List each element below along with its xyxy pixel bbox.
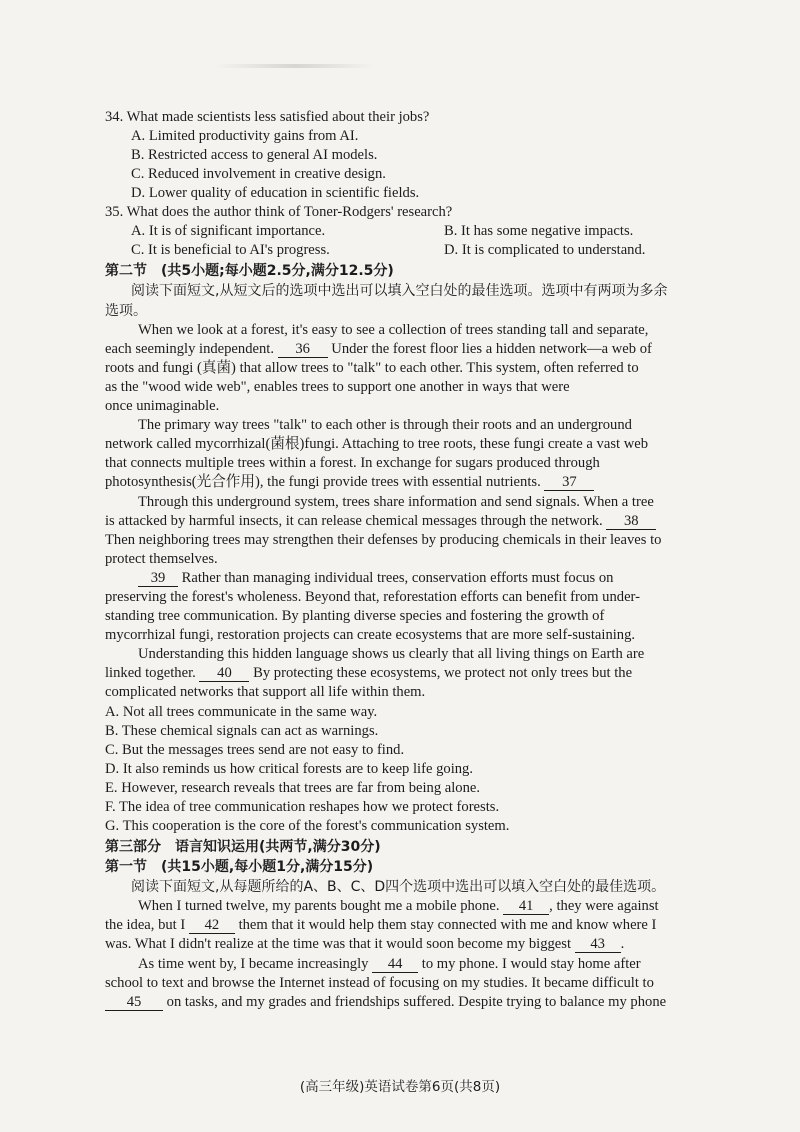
cloze-text: them that it would help them stay connected with me and know where I (238, 917, 657, 933)
cloze-text: on tasks, and my grades and friendships suffered. Despite trying to balance my phone (166, 994, 667, 1010)
passage-text: linked together. (105, 665, 196, 681)
page-footer: (高三年级)英语试卷第6页(共8页) (299, 1079, 501, 1095)
blank-40[interactable]: 40 (199, 665, 249, 682)
cloze-line (138, 897, 659, 915)
option-a: A. Not all trees communicate in the same way. (105, 704, 378, 720)
q34-option-d: D. Lower quality of education in scientific fields. (131, 185, 420, 201)
passage-line: that connects multiple trees within a forest. In exchange for sugars produced through (105, 455, 600, 471)
cloze-text: was. What I didn't realize at the time was that it would soon become my biggest (105, 936, 572, 952)
passage-line (105, 512, 656, 530)
blank-44[interactable]: 44 (372, 956, 418, 973)
cloze-text: to my phone. I would stay home after (421, 956, 641, 972)
section2-instructions-cont: 选项。 (105, 303, 147, 319)
cloze-line: school to text and browse the Internet instead of focusing on my studies. It became difficult to (105, 975, 654, 991)
passage-line: Understanding this hidden language shows us clearly that all living things on Earth are (138, 646, 645, 662)
passage-line: as the "wood wide web", enables trees to support one another in ways that were (105, 379, 570, 395)
passage-line (105, 664, 632, 682)
q35-option-b: B. It has some negative impacts. (444, 223, 634, 239)
q35-stem: 35. What does the author think of Toner-Rodgers' research? (105, 204, 453, 220)
passage-line: The primary way trees "talk" to each other is through their roots and an underground (138, 417, 632, 433)
passage-line (138, 569, 613, 587)
passage-line (105, 340, 652, 358)
option-f: F. The idea of tree communication reshapes how we protect forests. (105, 799, 500, 815)
passage-line: roots and fungi (真菌) that allow trees to "talk" to each other. This system, often referred to (105, 360, 639, 376)
cloze-line (105, 993, 666, 1011)
blank-38[interactable]: 38 (606, 513, 656, 530)
blank-36[interactable]: 36 (278, 341, 328, 358)
passage-text: Under the forest floor lies a hidden network—a web of (331, 341, 652, 357)
q35-option-d: D. It is complicated to understand. (444, 242, 646, 258)
q34-stem: 34. What made scientists less satisfied about their jobs? (105, 109, 430, 125)
cloze-line (138, 955, 641, 973)
section2-heading: 第二节 (共5小题;每小题2.5分,满分12.5分) (105, 263, 394, 279)
passage-text: each seemingly independent. (105, 341, 274, 357)
cloze-text: . (620, 936, 625, 952)
option-g: G. This cooperation is the core of the forest's communication system. (105, 818, 510, 834)
part3-heading: 第三部分 语言知识运用(共两节,满分30分) (105, 839, 381, 855)
blank-41[interactable]: 41 (503, 898, 549, 915)
option-b: B. These chemical signals can act as warnings. (105, 723, 379, 739)
passage-line: preserving the forest's wholeness. Beyond that, reforestation efforts can benefit from under- (105, 589, 640, 605)
passage-line: protect themselves. (105, 551, 218, 567)
passage-line: When we look at a forest, it's easy to see a collection of trees standing tall and separate, (138, 322, 649, 338)
blank-39[interactable]: 39 (138, 570, 178, 587)
part3-instructions: 阅读下面短文,从每题所给的A、B、C、D四个选项中选出可以填入空白处的最佳选项。 (131, 879, 666, 895)
blank-43[interactable]: 43 (575, 936, 621, 953)
option-c: C. But the messages trees send are not easy to find. (105, 742, 405, 758)
passage-line (105, 473, 594, 491)
part3-section1-heading: 第一节 (共15小题,每小题1分,满分15分) (105, 859, 374, 875)
cloze-line (105, 916, 656, 934)
passage-line: mycorrhizal fungi, restoration projects can create ecosystems that are more self-sustaining. (105, 627, 636, 643)
passage-line: Through this underground system, trees share information and send signals. When a tree (138, 494, 654, 510)
cloze-text: the idea, but I (105, 917, 186, 933)
q34-option-a: A. Limited productivity gains from AI. (131, 128, 359, 144)
passage-line: once unimaginable. (105, 398, 220, 414)
section2-instructions: 阅读下面短文,从短文后的选项中选出可以填入空白处的最佳选项。选项中有两项为多余 (131, 283, 668, 299)
q34-option-b: B. Restricted access to general AI models. (131, 147, 378, 163)
cloze-text: , they were against (549, 898, 659, 914)
option-d: D. It also reminds us how critical forests are to keep life going. (105, 761, 473, 777)
option-e: E. However, research reveals that trees are far from being alone. (105, 780, 481, 796)
passage-line: standing tree communication. By planting diverse species and fostering the growth of (105, 608, 605, 624)
cloze-line (105, 935, 624, 953)
blank-42[interactable]: 42 (189, 917, 235, 934)
q35-option-a: A. It is of significant importance. (131, 223, 326, 239)
passage-text: photosynthesis(光合作用), the fungi provide trees with essential nutrients. (105, 474, 541, 490)
passage-text: By protecting these ecosystems, we protect not only trees but the (253, 665, 633, 681)
passage-text: is attacked by harmful insects, it can release chemical messages through the network. (105, 513, 603, 529)
q34-option-c: C. Reduced involvement in creative design. (131, 166, 386, 182)
passage-line: complicated networks that support all life within them. (105, 684, 426, 700)
cloze-text: When I turned twelve, my parents bought me a mobile phone. (138, 898, 500, 914)
passage-text: Rather than managing individual trees, conservation efforts must focus on (181, 570, 614, 586)
blank-37[interactable]: 37 (544, 474, 594, 491)
passage-line: Then neighboring trees may strengthen their defenses by producing chemicals in their leaves to (105, 532, 662, 548)
passage-line: network called mycorrhizal(菌根)fungi. Attaching to tree roots, these fungi create a vast web (105, 436, 649, 452)
cloze-text: As time went by, I became increasingly (138, 956, 369, 972)
blank-45[interactable]: 45 (105, 994, 163, 1011)
q35-option-c: C. It is beneficial to AI's progress. (131, 242, 330, 258)
